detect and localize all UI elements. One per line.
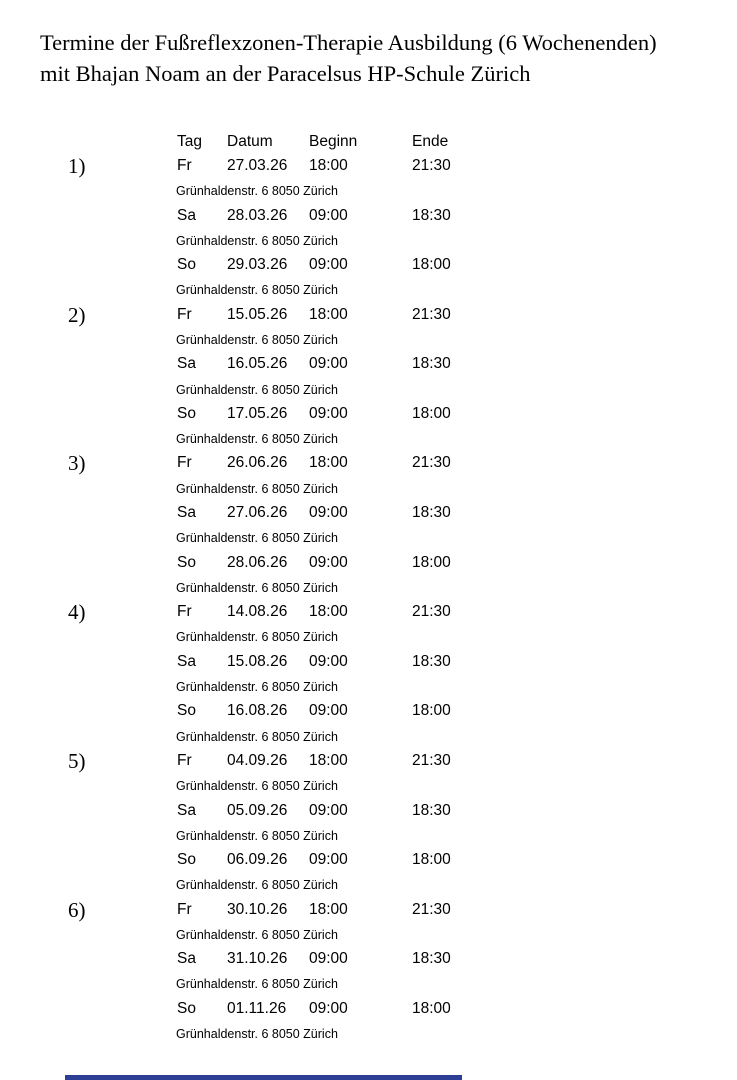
- session-row: [0, 851, 737, 878]
- session-location: Grünhaldenstr. 6 8050 Zürich: [176, 977, 338, 992]
- start-time: 09:00: [309, 702, 348, 720]
- session-date: 05.09.26: [227, 801, 288, 819]
- session-date: 30.10.26: [227, 900, 288, 918]
- start-time: 09:00: [309, 404, 348, 422]
- column-header-datum: Datum: [227, 133, 273, 150]
- session-location: Grünhaldenstr. 6 8050 Zürich: [176, 630, 338, 645]
- session-row: [0, 405, 737, 432]
- session-row: [0, 653, 737, 680]
- day-abbr: Sa: [177, 950, 196, 968]
- session-date: 15.05.26: [227, 305, 288, 323]
- session-location: Grünhaldenstr. 6 8050 Zürich: [176, 679, 338, 694]
- start-time: 09:00: [309, 206, 348, 224]
- session-row: [0, 901, 737, 928]
- day-abbr: So: [177, 851, 196, 869]
- session-location: Grünhaldenstr. 6 8050 Zürich: [176, 729, 338, 744]
- day-abbr: So: [177, 256, 196, 274]
- schedule-group: [0, 748, 737, 901]
- session-row: [0, 802, 737, 829]
- footer-bar: [65, 1075, 462, 1080]
- end-time: 18:30: [412, 652, 451, 670]
- session-location: Grünhaldenstr. 6 8050 Zürich: [176, 332, 338, 347]
- session-location: Grünhaldenstr. 6 8050 Zürich: [176, 828, 338, 843]
- end-time: 18:00: [412, 256, 451, 274]
- session-date: 04.09.26: [227, 751, 288, 769]
- session-date: 31.10.26: [227, 950, 288, 968]
- session-row: [0, 306, 737, 333]
- session-location: Grünhaldenstr. 6 8050 Zürich: [176, 531, 338, 546]
- page-title-line1: Termine der Fußreflexzonen-Therapie Ausbildung (6 Wochenenden): [40, 30, 657, 55]
- session-date: 27.06.26: [227, 504, 288, 522]
- schedule-table: [0, 133, 737, 1049]
- session-location: Grünhaldenstr. 6 8050 Zürich: [176, 481, 338, 496]
- schedule-group: [0, 302, 737, 455]
- group-number: 4): [68, 600, 86, 625]
- session-date: 29.03.26: [227, 256, 288, 274]
- start-time: 18:00: [309, 157, 348, 174]
- session-row: [0, 702, 737, 729]
- end-time: 18:30: [412, 801, 451, 819]
- end-time: 21:30: [412, 603, 451, 621]
- session-location: Grünhaldenstr. 6 8050 Zürich: [176, 382, 338, 397]
- session-row: [0, 554, 737, 581]
- session-row: [0, 256, 737, 283]
- column-header-beginn: Beginn: [309, 133, 358, 150]
- day-abbr: Fr: [177, 900, 192, 918]
- day-abbr: So: [177, 553, 196, 571]
- session-location: Grünhaldenstr. 6 8050 Zürich: [176, 283, 338, 298]
- start-time: 09:00: [309, 851, 348, 869]
- page-title: [40, 27, 657, 89]
- day-abbr: Fr: [177, 603, 192, 621]
- session-date: 26.06.26: [227, 454, 288, 472]
- session-date: 28.06.26: [227, 553, 288, 571]
- end-time: 21:30: [412, 157, 451, 174]
- end-time: 18:00: [412, 404, 451, 422]
- session-location: Grünhaldenstr. 6 8050 Zürich: [176, 432, 338, 447]
- day-abbr: Sa: [177, 206, 196, 224]
- session-location: Grünhaldenstr. 6 8050 Zürich: [176, 779, 338, 794]
- session-date: 17.05.26: [227, 404, 288, 422]
- end-time: 18:00: [412, 999, 451, 1017]
- session-location: Grünhaldenstr. 6 8050 Zürich: [176, 1027, 338, 1042]
- day-abbr: Fr: [177, 751, 192, 769]
- end-time: 18:30: [412, 950, 451, 968]
- end-time: 21:30: [412, 900, 451, 918]
- group-number: 3): [68, 451, 86, 476]
- start-time: 09:00: [309, 801, 348, 819]
- group-number: 1): [68, 154, 86, 178]
- start-time: 18:00: [309, 900, 348, 918]
- end-time: 18:00: [412, 851, 451, 869]
- session-location: Grünhaldenstr. 6 8050 Zürich: [176, 927, 338, 942]
- session-location: Grünhaldenstr. 6 8050 Zürich: [176, 184, 338, 199]
- start-time: 09:00: [309, 256, 348, 274]
- end-time: 18:30: [412, 504, 451, 522]
- group-number: 5): [68, 748, 86, 773]
- session-date: 01.11.26: [227, 999, 287, 1017]
- start-time: 18:00: [309, 603, 348, 621]
- schedule-group: [0, 897, 737, 1050]
- session-row: [0, 355, 737, 382]
- end-time: 18:30: [412, 206, 451, 224]
- start-time: 09:00: [309, 999, 348, 1017]
- session-location: Grünhaldenstr. 6 8050 Zürich: [176, 233, 338, 248]
- start-time: 18:00: [309, 305, 348, 323]
- table-header-row: [0, 133, 737, 157]
- session-date: 15.08.26: [227, 652, 288, 670]
- session-date: 14.08.26: [227, 603, 288, 621]
- session-row: [0, 207, 737, 234]
- start-time: 18:00: [309, 751, 348, 769]
- day-abbr: Fr: [177, 454, 192, 472]
- schedule-group: [0, 154, 737, 306]
- start-time: 09:00: [309, 355, 348, 373]
- day-abbr: Sa: [177, 801, 196, 819]
- page-title-line2: mit Bhajan Noam an der Paracelsus HP-Schule Zürich: [40, 61, 531, 86]
- end-time: 21:30: [412, 454, 451, 472]
- end-time: 18:00: [412, 702, 451, 720]
- session-row: [0, 752, 737, 779]
- day-abbr: Fr: [177, 157, 192, 174]
- end-time: 18:30: [412, 355, 451, 373]
- session-row: [0, 454, 737, 481]
- start-time: 09:00: [309, 652, 348, 670]
- session-row: [0, 504, 737, 531]
- day-abbr: Fr: [177, 305, 192, 323]
- column-header-tag: Tag: [177, 133, 202, 150]
- column-header-ende: Ende: [412, 133, 449, 150]
- day-abbr: Sa: [177, 652, 196, 670]
- schedule-groups: [0, 154, 737, 1049]
- session-row: [0, 157, 737, 184]
- day-abbr: So: [177, 404, 196, 422]
- day-abbr: So: [177, 702, 196, 720]
- session-location: Grünhaldenstr. 6 8050 Zürich: [176, 878, 338, 893]
- schedule-group: [0, 600, 737, 752]
- end-time: 18:00: [412, 553, 451, 571]
- session-location: Grünhaldenstr. 6 8050 Zürich: [176, 580, 338, 595]
- session-date: 27.03.26: [227, 157, 288, 174]
- end-time: 21:30: [412, 305, 451, 323]
- day-abbr: So: [177, 999, 196, 1017]
- session-row: [0, 603, 737, 630]
- group-number: 6): [68, 897, 86, 922]
- session-row: [0, 1000, 737, 1027]
- session-date: 28.03.26: [227, 206, 288, 224]
- day-abbr: Sa: [177, 504, 196, 522]
- start-time: 09:00: [309, 950, 348, 968]
- group-number: 2): [68, 302, 86, 327]
- start-time: 09:00: [309, 553, 348, 571]
- end-time: 21:30: [412, 751, 451, 769]
- session-date: 16.08.26: [227, 702, 288, 720]
- day-abbr: Sa: [177, 355, 196, 373]
- session-date: 06.09.26: [227, 851, 288, 869]
- schedule-group: [0, 451, 737, 603]
- start-time: 18:00: [309, 454, 348, 472]
- session-date: 16.05.26: [227, 355, 288, 373]
- start-time: 09:00: [309, 504, 348, 522]
- session-row: [0, 950, 737, 977]
